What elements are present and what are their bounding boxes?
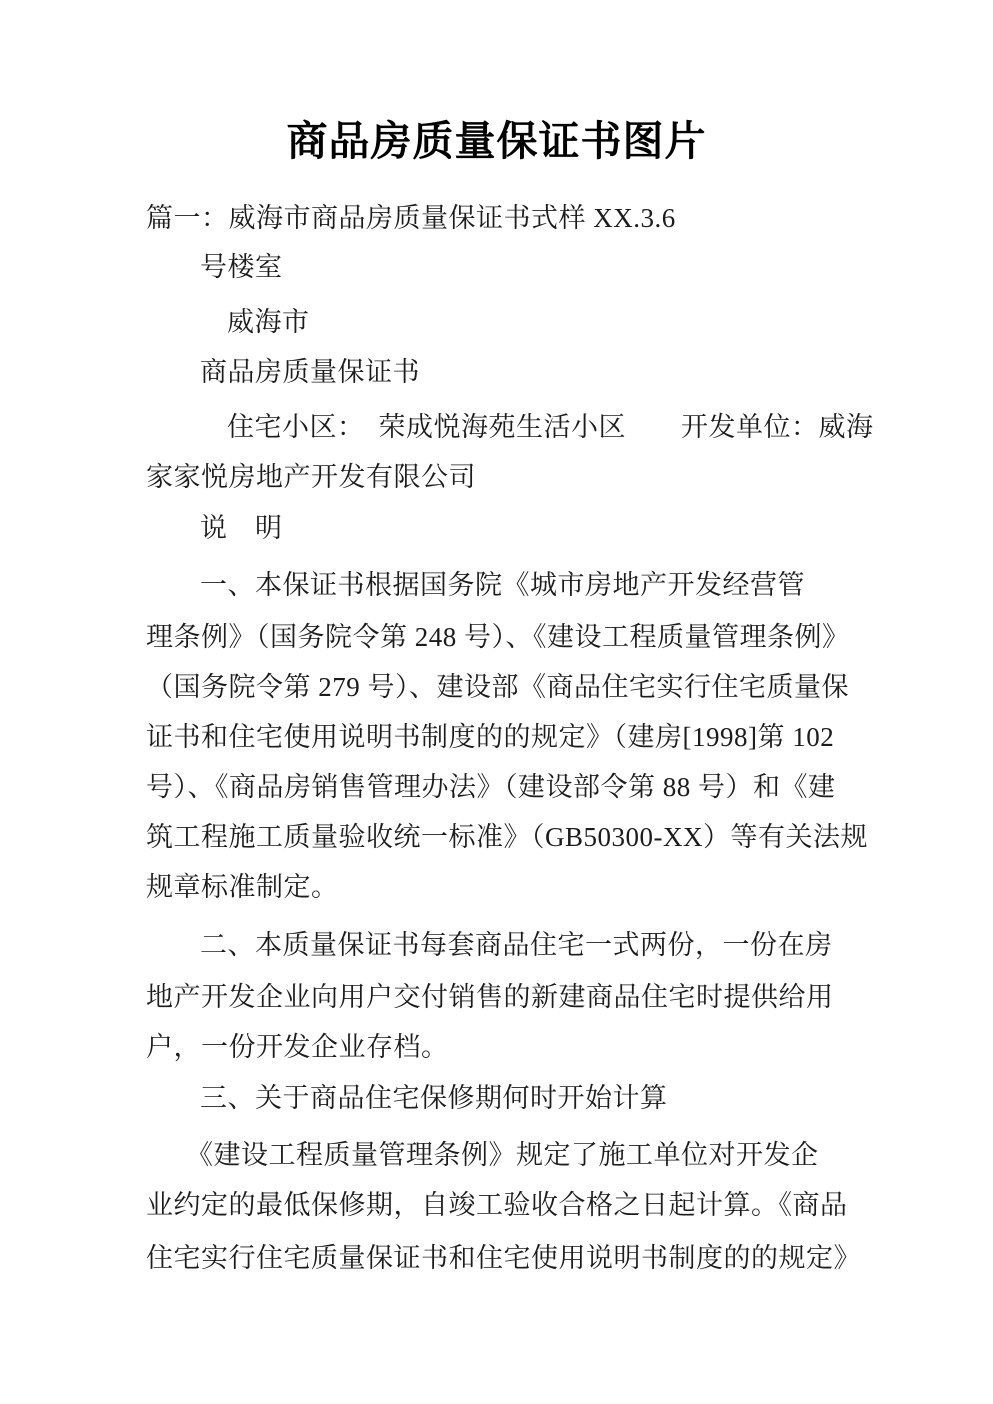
document-title: 商品房质量保证书图片 [286,118,707,164]
text-line: 家家悦房地产开发有限公司 [146,462,476,492]
text-line: 一、本保证书根据国务院《城市房地产开发经营管 [200,570,805,600]
text-line: 商品房质量保证书 [200,357,420,387]
text-line: 规章标准制定。 [146,872,339,902]
text-line: （国务院令第 279 号）、建设部《商品住宅实行住宅质量保 [146,672,849,702]
text-line: 二、本质量保证书每套商品住宅一式两份，一份在房 [200,930,833,960]
text-line: 篇一：威海市商品房质量保证书式样 XX.3.6 [146,203,676,233]
text-line: 威海市 [227,307,310,337]
text-line: 业约定的最低保修期，自竣工验收合格之日起计算。《商品 [146,1190,848,1220]
text-line: 理条例》（国务院令第 248 号）、《建设工程质量管理条例》 [146,622,850,652]
text-line: 号）、《商品房销售管理办法》（建设部令第 88 号）和《建 [146,772,836,802]
text-line: 《建设工程质量管理条例》规定了施工单位对开发企 [186,1140,819,1170]
text-line: 地产开发企业向用户交付销售的新建商品住宅时提供给用 [146,982,834,1012]
text-line: 住宅实行住宅质量保证书和住宅使用说明书制度的的规定》 [146,1243,861,1273]
text-line: 说 明 [200,513,283,543]
text-line: 住宅小区： 荣成悦海苑生活小区 开发单位：威海 [227,412,874,442]
text-line: 筑工程施工质量验收统一标准》（GB50300-XX）等有关法规 [146,822,868,852]
text-line: 号楼室 [200,252,283,282]
text-line: 户，一份开发企业存档。 [146,1032,449,1062]
text-line: 三、关于商品住宅保修期何时开始计算 [200,1083,668,1113]
text-line: 证书和住宅使用说明书制度的的规定》（建房[1998]第 102 [146,722,835,752]
